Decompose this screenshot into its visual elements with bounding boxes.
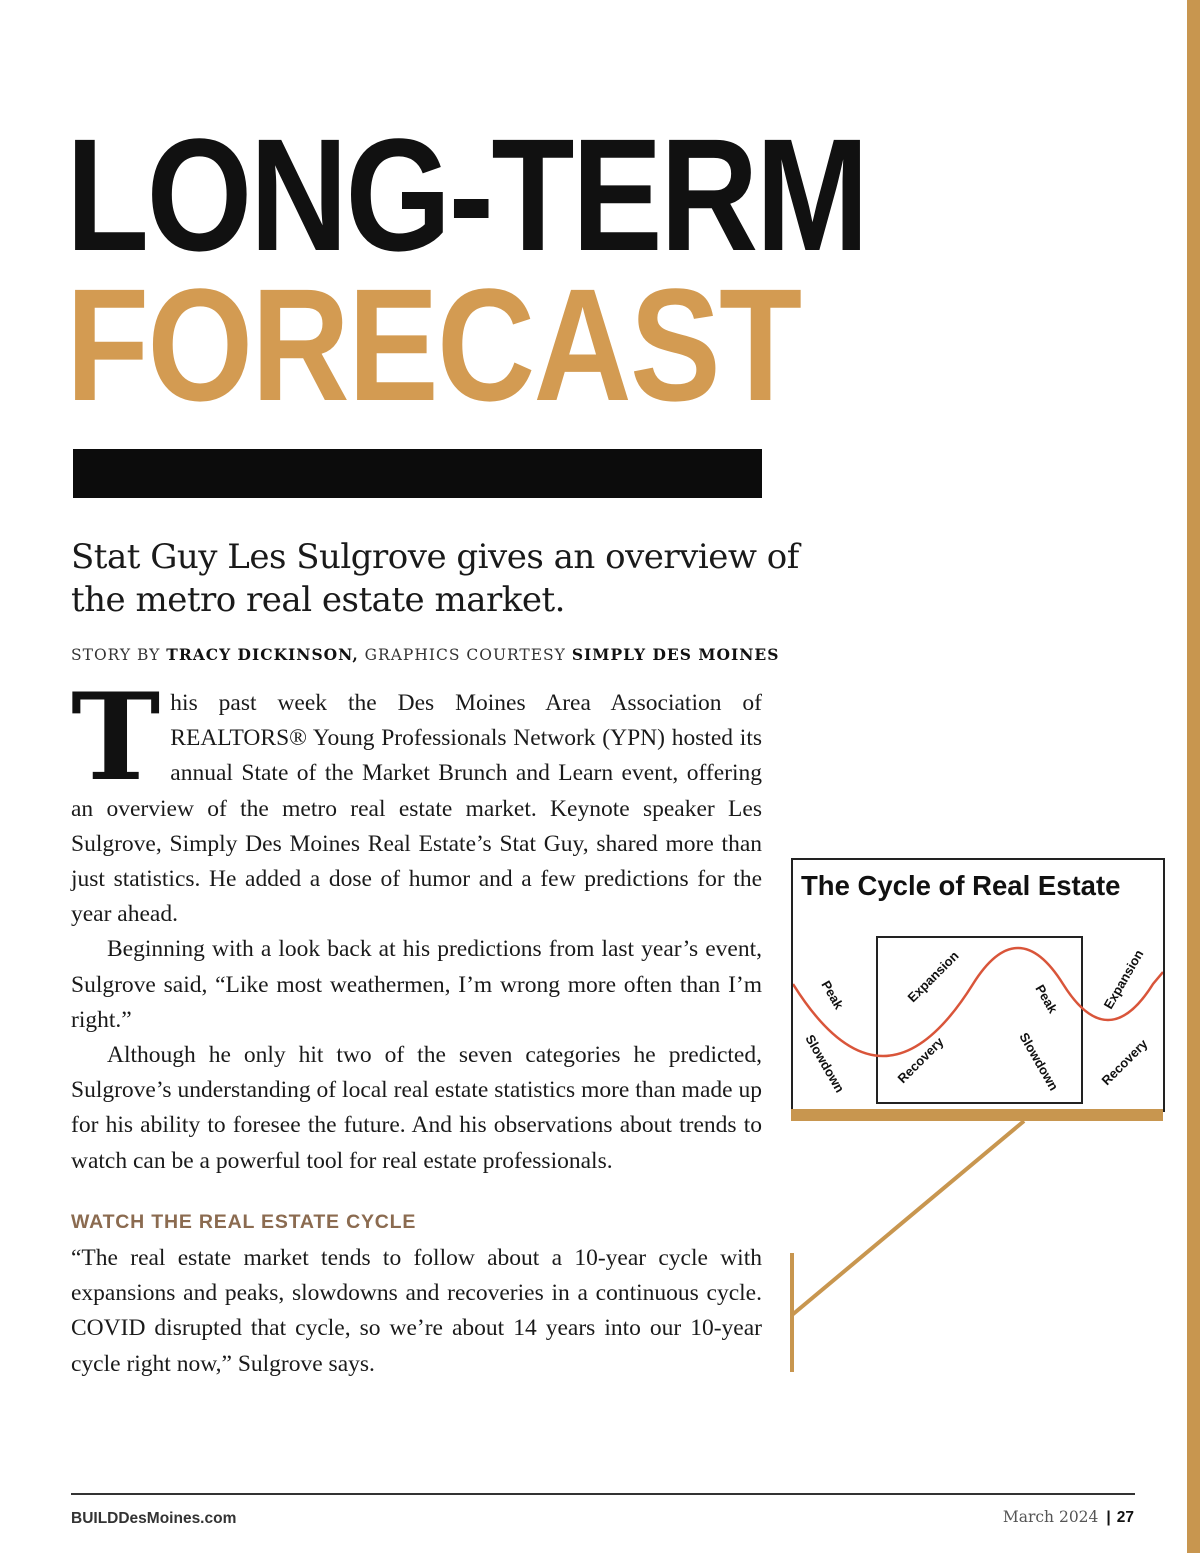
label-recovery-1: Recovery (894, 1034, 947, 1087)
label-recovery-2: Recovery (1098, 1036, 1151, 1089)
label-expansion-2: Expansion (1100, 947, 1147, 1012)
paragraph-1: his past week the Des Moines Area Association of REALTORS® Young Professionals Network (YPN) hosted its annual State of the Market Brunch and Learn event, offering an overview of the metro real estate market. Keynote speaker Les Sulgrove, Simply Des Moines Real Estate’s Stat Guy, shared more than just statistics. He added a dose of humor and a few predictions for the year ahead. (71, 690, 762, 928)
byline-middle: GRAPHICS COURTESY (358, 646, 572, 664)
page-edge-bar (1187, 0, 1200, 1553)
label-slowdown-2: Slowdown (1016, 1030, 1062, 1094)
byline-prefix: STORY BY (71, 646, 167, 664)
section-heading: WATCH THE REAL ESTATE CYCLE (71, 1211, 417, 1233)
label-peak-1: Peak (818, 978, 847, 1012)
article-section (71, 1241, 762, 1382)
cycle-figure (791, 858, 1165, 1112)
paragraph-2: Beginning with a look back at his predictions from last year’s event, Sulgrove said, “Like most weathermen, I’m wrong more often than I’m right.” (71, 936, 762, 1033)
connector-diagonal (792, 1121, 1024, 1315)
cycle-diagram (793, 860, 1163, 1110)
page-number: 27 (1116, 1509, 1134, 1526)
article-intro (71, 667, 762, 1179)
footer-separator: | (1106, 1509, 1111, 1526)
subtitle: Stat Guy Les Sulgrove gives an overview of the metro real estate market. (71, 537, 799, 620)
footer-issue (1003, 1508, 1134, 1527)
headline-line-2: FORECAST (66, 255, 801, 434)
label-peak-2: Peak (1032, 982, 1061, 1016)
headline-line-1: LONG-TERM (66, 105, 867, 284)
byline (71, 645, 779, 664)
label-slowdown-1: Slowdown (802, 1032, 848, 1096)
paragraph-4: “The real estate market tends to follow about a 10-year cycle with expansions and peaks, slowdowns and recoveries in a continuous cycle. COVID disrupted that cycle, so we’re about 14 years into our 10-year cycle right now,” Sulgrove says. (71, 1245, 762, 1377)
footer-date: March 2024 (1002, 1508, 1099, 1526)
drop-cap: T (71, 667, 161, 808)
paragraph-3: Although he only hit two of the seven categories he predicted, Sulgrove’s understanding of local real estate statistics more than made up for his ability to foresee the future. And his observations about trends to watch can be a powerful tool for real estate professionals. (71, 1042, 762, 1174)
headline-rule (73, 449, 762, 498)
byline-author: TRACY DICKINSON, (166, 645, 359, 664)
footer-site: BUILDDesMoines.com (71, 1510, 237, 1527)
byline-credit: SIMPLY DES MOINES (571, 645, 780, 664)
label-expansion-1: Expansion (904, 948, 962, 1006)
figure-title: The Cycle of Real Estate (801, 870, 1121, 901)
figure-connector (780, 1115, 1040, 1375)
footer-rule (71, 1493, 1135, 1495)
